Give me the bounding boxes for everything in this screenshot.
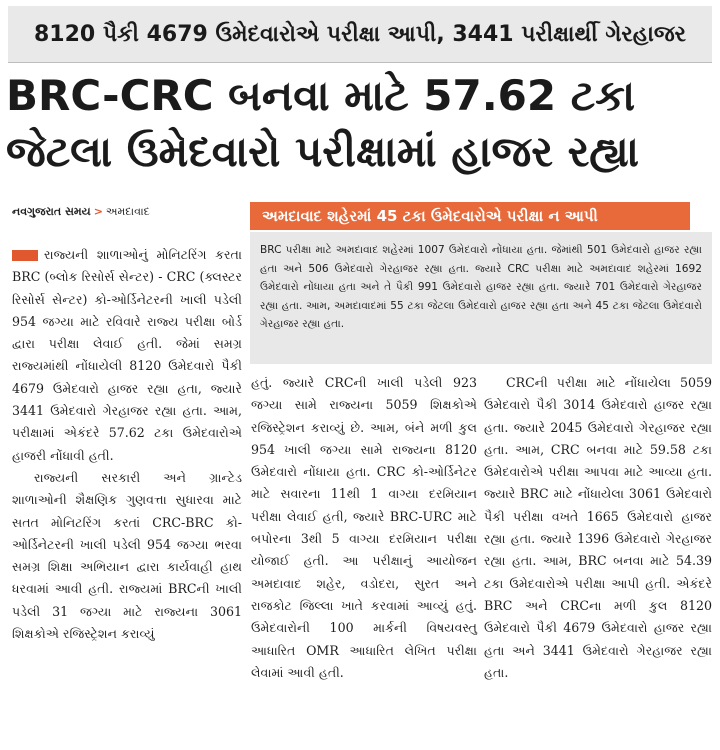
- box-heading: [250, 202, 690, 230]
- highlight-box: [250, 232, 712, 364]
- headline: [6, 68, 714, 180]
- column-1-paragraph-1-text: રાજ્યની શાળાઓનું મોનિટરિંગ કરતા BRC (બ્લોક રિસોર્સ સેન્ટર) - CRC (ક્લસ્ટર રિસોર્સ સેન્ટર) કો-ઓર્ડિનેટરની ખાલી પડેલી 954 જગ્યા માટે રવિવારે રાજ્ય પરીક્ષા બોર્ડ દ્વારા પરીક્ષા લેવાઈ હતી. જેમાં સમગ્ર રાજ્યમાંથી નોંધાયેલી 8120 ઉમેદવારો પૈકી 4679 ઉમેદવારો હાજર રહ્યા હતા, જ્યારે 3441 ઉમેદવારો ગેરહાજર રહ્યા હતા. આમ, પરીક્ષામાં એકંદરે 57.62 ટકા ઉમેદવારોએ હાજરી નોંધાવી હતી.: [12, 247, 242, 463]
- box-text: BRC પરીક્ષા માટે અમદાવાદ શહેરમાં 1007 ઉમેદવારો નોંધાયા હતા. જેમાંથી 501 ઉમેદવારો હાજર રહ્યા હતા અને 506 ઉમેદવારો ગેરહાજર રહ્યા હતા. જ્યારે CRC પરીક્ષા માટે અમદાવાદ શહેરમાં 1692 ઉમેદવારો નોંધાયા હતા અને તે પૈકી 991 ઉમેદવારો હાજર રહ્યા હતા. જ્યારે 701 ઉમેદવારો ગેરહાજર રહ્યા હતા. આમ, અમદાવાદમાં 55 ટકા જેટલા ઉમેદવારો હાજર રહ્યા હતા અને 45 ટકા જેટલા ઉમેદવારો ગેરહાજર રહ્યા હતા.: [260, 244, 702, 331]
- column-1-paragraph-1: [12, 244, 242, 467]
- article-column-1: [12, 244, 242, 645]
- article-column-3: [484, 372, 712, 684]
- byline-city: અમદાવાદ: [105, 205, 150, 218]
- column-1-paragraph-2: રાજ્યની સરકારી અને ગ્રાન્ટેડ શાળાઓની શૈક્ષણિક ગુણવત્તા સુધારવા માટે સતત મોનિટરિંગ કરતાં CRC-BRC કો-ઓર્ડિનેટરની ખાલી પડેલી 954 જગ્યા ભરવા સમગ્ર શિક્ષા અભિયાન દ્વારા કાર્યવાહી હાથ ધરવામાં આવી હતી. રાજ્યમાં BRCની ખાલી પડેલી 31 જગ્યા માટે રાજ્યના 3061 શિક્ષકોએ રજિસ્ટ્રેશન કરાવ્યું: [12, 469, 242, 642]
- byline-source: નવગુજરાત સમય: [12, 205, 91, 218]
- kicker-text: 8120 પૈકી 4679 ઉમેદવારોએ પરીક્ષા આપી, 3441 પરીક્ષાર્થી ગેરહાજર: [33, 21, 687, 47]
- column-3-text: CRCની પરીક્ષા માટે નોંધાયેલા 5059 ઉમેદવારો પૈકી 3014 ઉમેદવારો હાજર રહ્યા હતા. જ્યારે 2045 ઉમેદવારો ગેરહાજર રહ્યા હતા. આમ, CRC બનવા માટે 59.58 ટકા ઉમેદવારોએ પરીક્ષા આપવા માટે આવ્યા હતા. જ્યારે BRC માટે નોંધાયેલા 3061 ઉમેદવારો પૈકી પરીક્ષા વખતે 1665 ઉમેદવારો હાજર રહ્યા હતા. જ્યારે 1396 ઉમેદવારો ગેરહાજર રહ્યા હતા. આમ, BRC બનવા માટે 54.39 ટકા ઉમેદવારોએ પરીક્ષા આપી હતી. એકંદરે BRC અને CRCના મળી કુલ 8120 ઉમેદવારો પૈકી 4679 ઉમેદવારો હાજર રહ્યા હતા અને 3441 ઉમેદવારો ગેરહાજર રહ્યા હતા.: [484, 375, 712, 680]
- headline-line-2: જેટલા ઉમેદવારો પરીક્ષામાં હાજર રહ્યા: [6, 127, 640, 176]
- kicker-banner: [8, 6, 712, 63]
- byline-separator: >: [93, 205, 103, 218]
- headline-line-1: BRC-CRC બનવા માટે 57.62 ટકા: [6, 71, 636, 120]
- lead-marker-square: [12, 250, 38, 261]
- column-2-text: હતું. જ્યારે CRCની ખાલી પડેલી 923 જગ્યા સામે રાજ્યના 5059 શિક્ષકોએ રજિસ્ટ્રેશન કરાવ્યું છે. આમ, બંને મળી કુલ 954 ખાલી જગ્યા સામે રાજ્યના 8120 ઉમેદવારો નોંધાયા હતા. CRC કો-ઓર્ડિનેટર માટે સવારના 11થી 1 વાગ્યા દરમિયાન પરીક્ષા લેવાઈ હતી, જ્યારે BRC-URC માટે બપોરના 3થી 5 વાગ્યા દરમિયાન પરીક્ષા યોજાઈ હતી. આ પરીક્ષાનું આયોજન અમદાવાદ શહેર, વડોદરા, સુરત અને રાજકોટ જિલ્લા ખાતે કરવામાં આવ્યું હતું. ઉમેદવારોની 100 માર્કની વિષયવસ્તુ આધારિત OMR આધારિત લેખિત પરીક્ષા લેવામાં આવી હતી.: [251, 375, 477, 680]
- byline: [12, 205, 150, 219]
- box-heading-text: અમદાવાદ શહેરમાં 45 ટકા ઉમેદવારોએ પરીક્ષા ન આપી: [262, 207, 598, 225]
- article-column-2: [251, 372, 477, 684]
